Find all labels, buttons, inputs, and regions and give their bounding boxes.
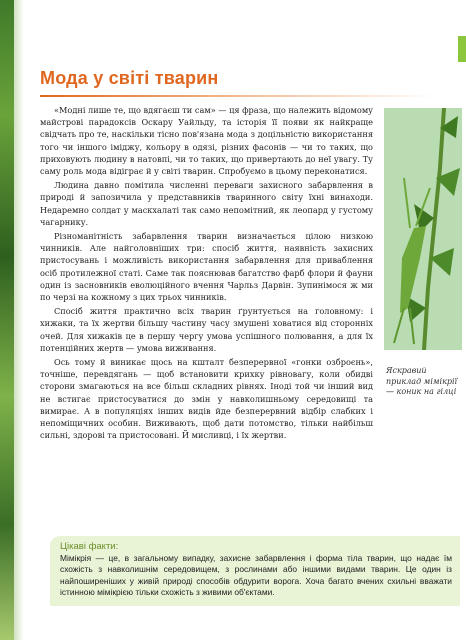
facts-paragraph: Мімікрія — це, в загальному випадку, захисне забарвлення і форма тіла тварин, що надає їм схожість з навколишнім середовищем, з рослинами або іншими видами тварин. Це один із найпоширеніших у живій природі способів обдурити ворога. Хоча багато вчених схильні вважати істинною мімікрією тільки схожість з живими об'єктами. <box>60 553 452 598</box>
photo-caption: Яскравий приклад мімікрії — коник на гілці <box>386 366 458 396</box>
grasshopper-photo <box>384 108 462 350</box>
decorative-side-strip <box>0 0 14 640</box>
paragraph-3: Різноманітність забарвлення тварин визначається цілою низкою чинників. Але найголовніших три: спосіб життя, наявність захисних пристосувань і можливість використання забарвлення для приваблення осіб протилежної статі. Саме так пояснював багатство фарб флори й фауни один із засновників еволюційного вчення Чарльз Дарвін. Зупинімося ж ми по черзі на кожному з цих трьох чинників. <box>40 231 373 303</box>
article-title: Мода у світі тварин <box>40 68 219 88</box>
title-underline <box>40 95 435 97</box>
grasshopper-illustration <box>384 108 462 350</box>
facts-title: Цікаві факти: <box>60 541 119 552</box>
paragraph-5: Ось тому й виникає щось на кшталт безперервної «гонки озброєнь», точніше, перевдягань — щоб встановити крихку рівновагу, коли обидві сторони змагаються на все більш складних рівнях. Іноді той чи інший вид не встигає пристосуватися до змін у навколишньому середовищі та вимирає. А в популяціях інших видів йде безперервний відбір слабких і непоміщичних особин. Виживають, щоб дати потомство, тільки найбільш сильні, здорові та пристосовані. Й мисливці, і їх жертви. <box>40 357 373 441</box>
paragraph-4: Спосіб життя практично всіх тварин ґрунтується на головному: і хижаки, та їх жертви більшу частину часу змушені ховатися від сторонніх очей. Для хижаків це в першу чергу умова успішного полювання, а для їх потенційних жертв — умова виживання. <box>40 306 373 353</box>
facts-text <box>60 553 452 599</box>
article-body <box>40 104 373 443</box>
facts-box <box>50 536 460 606</box>
paragraph-2: Людина давно помітила численні переваги захисного забарвлення в природі й запозичила у представників тваринного світу їхні винаходи. Недаремно солдат у маскхалаті так само непомітний, як леопард у густому чагарнику. <box>40 180 373 227</box>
article-header <box>40 68 435 97</box>
paragraph-1: «Модні лише те, що вдягаєш ти сам» — ця фраза, що належить відомому майстрові парадоксів Оскару Уайльду, та історія її появи як найкраще свідчать про те, наскільки тісно пов'язана мода з доцільністю використання того чи іншого іміджу, кольору в одязі, різних фасонів — чи то таких, що приховують людину в натовпі, чи то таких, що привертають до неї увагу. Ту саму роль мода відіграє й у світі тварин. Спробуємо в цьому переконатися. <box>40 105 374 177</box>
page-tab-marker <box>458 36 466 62</box>
